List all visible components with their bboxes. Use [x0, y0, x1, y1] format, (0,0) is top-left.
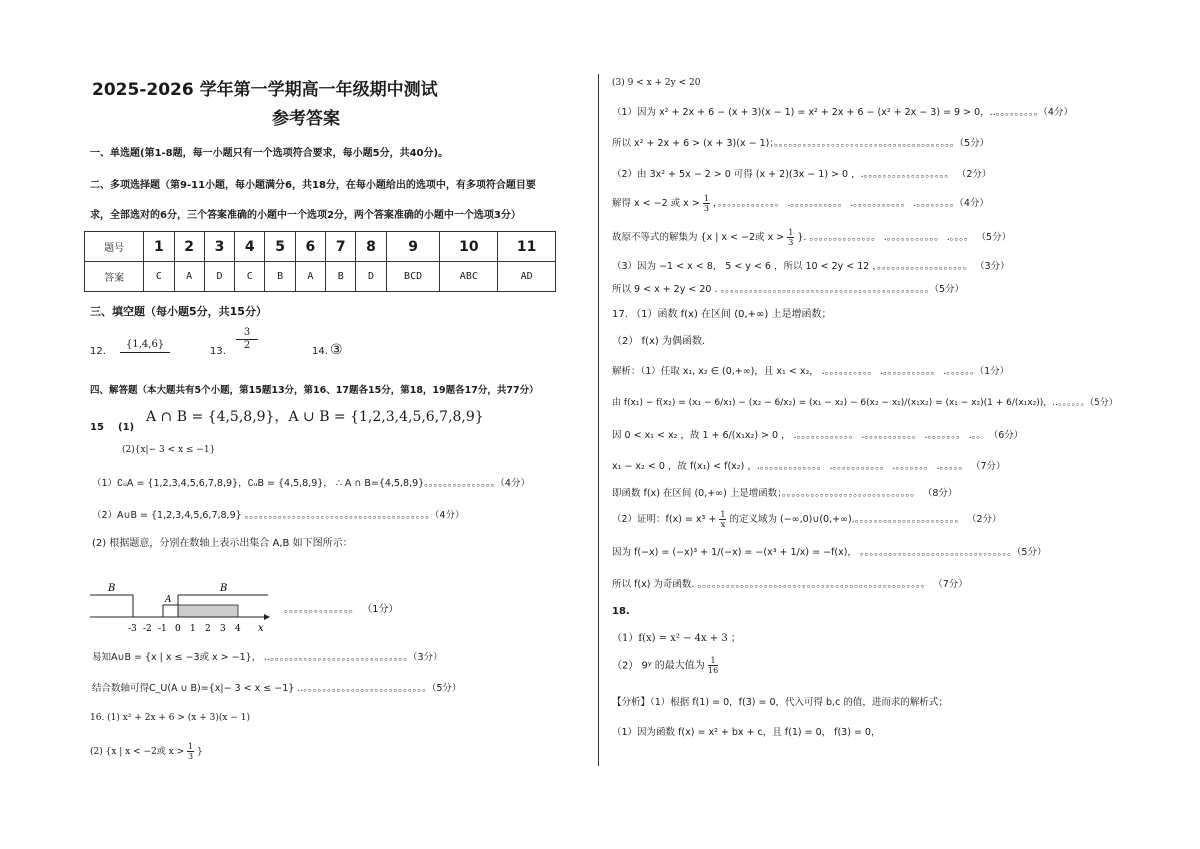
q12-answer: {1,4,6} [120, 338, 170, 353]
r-line-8: 所以 9 < x + 2y < 20 . 。。。。。。。。。。。。。。。。。。。。。。。。。。。。。。。。。。。。。。。。。。。。（5分） [612, 284, 965, 295]
fraction [703, 194, 710, 213]
numerator: 1 [720, 510, 726, 519]
denominator: x [720, 520, 726, 529]
tick-label: 2 [205, 624, 211, 634]
table-cell: 答案 [85, 262, 144, 292]
r-line-10: 由 f(x₁) − f(x₂) = (x₁ − 6/x₁) − (x₂ − 6/x₂) = (x₁ − x₂) − 6(x₂ − x₁)/(x₁x₂) = (x₁ − x₂)(1 + 6/(x₁x₂))，..。。。。。。（5分） [612, 398, 1118, 408]
q14-label: 14. [312, 346, 328, 357]
table-cell: ABC [440, 262, 498, 292]
table-cell: C [235, 262, 265, 292]
tick-label: -1 [158, 624, 167, 634]
table-cell: 4 [235, 232, 265, 262]
tick-label: 3 [220, 624, 226, 634]
table-cell: 题号 [85, 232, 144, 262]
q15-line4: 易知A∪B = {x | x ≤ −3或 x > −1}， ..。。。。。。。。。。。。。。。。。。。。。。。。。。。。。（3分） [92, 652, 443, 663]
numerator: 1 [788, 228, 794, 237]
section-fill-blank: 三、填空题（每小题5分，共15分） [90, 305, 267, 318]
page-title: 2025-2026 学年第一学期高一年级期中测试 [92, 80, 438, 100]
table-cell: 9 [386, 232, 440, 262]
q12-label: 12. [90, 346, 106, 357]
r-line-7: （3）因为 −1 < x < 8， 5 < y < 6 ，所以 10 < 2y < 12 ，。。。。。。。。。。。。。。。。。。。 （3分） [612, 261, 1010, 272]
q15-line1: （1）∁ᵤA = {1,2,3,4,5,6,7,8,9}，∁ᵤB = {4,5,8,9}， ∴ A ∩ B={4,5,8,9}。。。。。。。。。。。。。。。（4分） [92, 478, 530, 489]
fraction [708, 656, 718, 675]
r-line-1: (3) 9 < x + 2y < 20 [612, 78, 701, 88]
table-cell: 11 [498, 232, 556, 262]
table-cell: AD [498, 262, 556, 292]
answer-table [84, 231, 556, 292]
r-line-19: 【分析】（1）根据 f(1) = 0，f(3) = 0，代入可得 b,c 的值，进而求的解析式； [612, 697, 948, 708]
denominator: 3 [788, 238, 794, 247]
r-line-4: （2）由 3x² + 5x − 2 > 0 可得 (x + 2)(3x − 1) > 0 ，.。。。。。。。。。。。。。。。。。。 （2分） [612, 169, 992, 180]
q16-part1: 16. (1) x² + 2x + 6 > (x + 3)(x − 1) [90, 713, 250, 723]
r-line-18 [612, 656, 718, 677]
table-cell: 6 [295, 232, 325, 262]
table-cell: A [295, 262, 325, 292]
r-line-12: x₁ − x₂ < 0 ，故 f(x₁) < f(x₂) ，.。。。。。。。。。。。。。 .。。。。。。。。。。。 .。。。。。。。 .。。。。。 （7分） [612, 461, 1006, 472]
table-cell: D [356, 262, 386, 292]
table-cell: B [265, 262, 295, 292]
numerator: 1 [708, 656, 718, 666]
r-line-18-text: （2） 9ʸ 的最大值为 [612, 660, 705, 672]
section-multi-choice: 二、多项选择题（第9-11小题，每小题满分6，共18分，在每小题给出的选项中，有多项符合题目要 [90, 180, 536, 191]
r-line-5-tail: ，。。。。。。。。。。。。。 .。。。。。。。。。。。 .。。。。。。。。。。。 .。。。。。。。。（4分） [712, 198, 989, 209]
r-line-6 [612, 228, 1011, 248]
section-multi-choice-cont: 求，全部选对的6分，三个答案准确的小题中一个选项2分，两个答案准确的小题中一个选项3分） [90, 210, 521, 221]
q18-label: 18. [612, 606, 630, 617]
table-cell: 8 [356, 232, 386, 262]
r-line-15: 因为 f(−x) = (−x)³ + 1/(−x) = −(x³ + 1/x) = −f(x)， 。。。。。。。。。。。。。。。。。。。。。。。。。。。。。。。。（5分） [612, 547, 1047, 558]
q13-answer [236, 327, 258, 352]
table-cell: 10 [440, 232, 498, 262]
r-line-5 [612, 194, 989, 214]
q15-part2: (2){x|− 3 < x ≤ −1} [122, 445, 216, 455]
q15-label: 15 [90, 422, 104, 433]
tick-label: -3 [128, 624, 137, 634]
r-line-16: 所以 f(x) 为奇函数. 。。。。。。。。。。。。。。。。。。。。。。。。。。。。。。。。。。。。。。。。。。。。。。。。 （7分） [612, 579, 968, 590]
set-b-left-bracket [90, 595, 133, 617]
r-line-5-text: 解得 x < −2 或 x > [612, 198, 700, 209]
r-line-2: （1）因为 x² + 2x + 6 − (x + 3)(x − 1) = x² + 2x + 6 − (x² + 2x − 3) = 9 > 0，..。。。。。。。。。（4分） [612, 107, 1073, 118]
r-line-6-text: 故原不等式的解集为 {x | x < −2或 x > [612, 232, 785, 243]
set-a-bracket [163, 605, 178, 617]
tick-label: -2 [143, 624, 152, 634]
q15-sets: A ∩ B = {4,5,8,9}，A ∪ B = {1,2,3,4,5,6,7,8,9} [146, 409, 484, 425]
table-cell: 2 [174, 232, 204, 262]
label-b-left: B [108, 583, 116, 594]
number-line-diagram [86, 578, 276, 638]
axis-variable: x [258, 623, 264, 634]
r-line-3: 所以 x² + 2x + 6 > (x + 3)(x − 1)；。。。。。。。。。。。。。。。。。。。。。。。。。。。。。。。。。。。。。。（5分） [612, 138, 990, 149]
q13-denominator: 2 [236, 339, 258, 352]
fraction [719, 510, 726, 529]
numerator: 1 [187, 742, 194, 751]
tick-label: 4 [235, 624, 241, 634]
table-cell: A [174, 262, 204, 292]
table-cell: B [326, 262, 356, 292]
tick-label: 1 [190, 624, 196, 634]
q15-line2: （2）A∪B = {1,2,3,4,5,6,7,8,9} 。。。。。。。。。。。。。。。。。。。。。。。。。。。。。。。。。。。。。。。（4分） [92, 510, 465, 521]
r-line-6-tail: }. 。。。。。。。。。。。。。。 .。。。。。。。。。。。 .。。。。 （5分） [797, 232, 1012, 243]
page-subtitle: 参考答案 [272, 109, 340, 129]
q17-part1: 17. （1）函数 f(x) 在区间 (0,+∞) 上是增函数； [612, 309, 832, 320]
q13-numerator: 3 [243, 327, 251, 338]
numline-score: 。。。。。。。。。。。。。。 （1分） [284, 604, 399, 615]
r-line-14-text: （2）证明：f(x) = x³ + [612, 514, 717, 525]
column-divider [598, 74, 599, 766]
table-cell: 3 [204, 232, 234, 262]
table-cell: BCD [386, 262, 440, 292]
r-line-14-tail: 的定义域为 (−∞,0)∪(0,+∞).。。。。。。。。。。。。。。。。。。。。。。 （2分） [729, 514, 1002, 525]
q16-part2-close: } [196, 747, 203, 757]
section-solutions: 四、解答题（本大题共有5个小题，第15题13分，第16、17题各15分，第18，19题各17分，共77分） [90, 385, 539, 396]
table-cell: 7 [326, 232, 356, 262]
q15-part1: (1) [118, 422, 135, 433]
table-cell: 5 [265, 232, 295, 262]
tick-label: 0 [175, 624, 181, 634]
denominator: 3 [187, 752, 194, 761]
r-line-9: 解析：（1）任取 x₁, x₂ ∈ (0,+∞)，且 x₁ < x₂， .。。。。。。。。。。 .。。。。。。。。。。。 .。。。。。。（1分） [612, 366, 1010, 377]
q17-part2: （2） f(x) 为偶函数. [612, 336, 706, 347]
table-cell: D [204, 262, 234, 292]
q16-part2 [90, 742, 203, 762]
r-line-11: 因 0 < x₁ < x₂ ，故 1 + 6/(x₁x₂) > 0 ， .。。。。。。。。。。。。 .。。。。。。。。。。。 .。。。。。。。 .。。 （6分） [612, 430, 1024, 441]
q15-line3: (2) 根据题意，分别在数轴上表示出集合 A,B 如下图所示： [92, 538, 353, 549]
section-single-choice: 一、单选题(第1-8题，每一小题只有一个选项符合要求，每小题5分，共40分)。 [90, 148, 449, 159]
label-a: A [165, 595, 172, 605]
r-line-17: （1）f(x) = x² − 4x + 3 ； [612, 633, 741, 644]
denominator: 3 [703, 204, 709, 213]
q16-part2-text: (2) {x | x < −2或 x > [90, 747, 185, 757]
denominator: 16 [708, 666, 719, 675]
label-b-right: B [220, 583, 228, 594]
q15-line5: 结合数轴可得C_U(A ∪ B)={x|− 3 < x ≤ −1} ..。。。。。。。。。。。。。。。。。。。。。。。。。。（5分） [92, 683, 462, 694]
q13-label: 13. [210, 346, 226, 357]
axis-arrow [264, 614, 270, 620]
table-cell: C [144, 262, 174, 292]
r-line-14 [612, 510, 1002, 530]
fraction [787, 228, 794, 247]
answer-table-value-row [85, 262, 556, 292]
answer-table-header-row [85, 232, 556, 262]
fraction [187, 742, 194, 761]
intersection-shade [178, 605, 238, 617]
numerator: 1 [703, 194, 709, 203]
r-line-20: （1）因为函数 f(x) = x² + bx + c，且 f(1) = 0， f(3) = 0， [612, 727, 881, 738]
table-cell: 1 [144, 232, 174, 262]
r-line-13: 即函数 f(x) 在区间 (0,+∞) 上是增函数；。。。。。。。。。。。。。。。。。。。。。。。。。。。。 （8分） [612, 488, 958, 499]
q14-answer: ③ [330, 342, 343, 358]
